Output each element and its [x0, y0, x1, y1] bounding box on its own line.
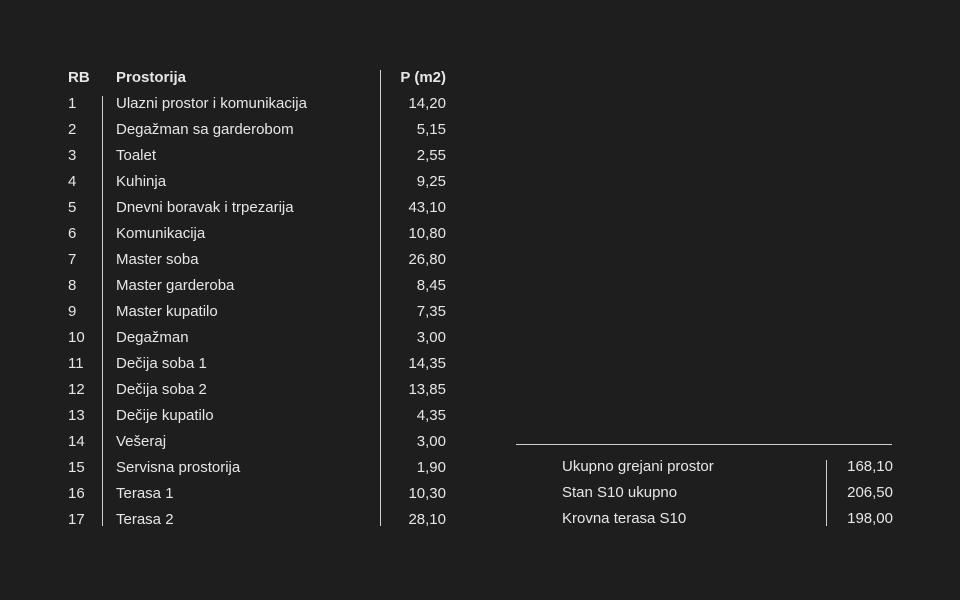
- row-rb: 14: [68, 433, 85, 450]
- row-area: 10,30: [408, 485, 446, 502]
- row-area: 3,00: [416, 329, 446, 346]
- header-area: P (m2): [400, 69, 446, 86]
- table-row: [68, 379, 448, 405]
- totals-value: 206,50: [847, 484, 893, 501]
- row-room-name: Dečija soba 2: [116, 381, 207, 398]
- row-area: 13,85: [408, 381, 446, 398]
- row-rb: 2: [68, 121, 77, 138]
- header-rb: RB: [68, 69, 90, 86]
- row-rb: 1: [68, 95, 77, 112]
- row-rb: 12: [68, 381, 85, 398]
- table-row: [68, 119, 448, 145]
- row-room-name: Terasa 2: [116, 511, 174, 528]
- row-area: 10,80: [408, 225, 446, 242]
- row-room-name: Kuhinja: [116, 173, 167, 190]
- table-row: [68, 327, 448, 353]
- table-row: [68, 457, 448, 483]
- row-area: 8,45: [416, 277, 446, 294]
- row-rb: 9: [68, 303, 77, 320]
- row-room-name: Degažman sa garderobom: [116, 121, 294, 138]
- table-row: [68, 353, 448, 379]
- totals-row: [562, 482, 893, 508]
- row-area: 14,20: [408, 95, 446, 112]
- row-area: 3,00: [416, 433, 446, 450]
- totals-value: 198,00: [847, 510, 893, 527]
- row-rb: 13: [68, 407, 85, 424]
- totals-label: Krovna terasa S10: [562, 510, 687, 527]
- totals-top-divider: [516, 444, 892, 445]
- row-room-name: Master garderoba: [116, 277, 235, 294]
- row-area: 9,25: [416, 173, 446, 190]
- row-room-name: Dečije kupatilo: [116, 407, 214, 424]
- row-room-name: Degažman: [116, 329, 189, 346]
- table-header-row: [68, 67, 448, 93]
- table-row: [68, 223, 448, 249]
- column-divider-rb: [102, 96, 103, 526]
- header-room: Prostorija: [116, 69, 187, 86]
- table-row: [68, 249, 448, 275]
- row-rb: 3: [68, 147, 77, 164]
- table-row: [68, 145, 448, 171]
- row-area: 26,80: [408, 251, 446, 268]
- row-room-name: Toalet: [116, 147, 157, 164]
- row-area: 7,35: [416, 303, 446, 320]
- row-room-name: Master soba: [116, 251, 199, 268]
- row-room-name: Master kupatilo: [116, 303, 218, 320]
- table-row: [68, 509, 448, 535]
- row-area: 4,35: [416, 407, 446, 424]
- row-rb: 16: [68, 485, 85, 502]
- row-rb: 17: [68, 511, 85, 528]
- rooms-table: [68, 67, 448, 535]
- row-rb: 7: [68, 251, 77, 268]
- row-area: 2,55: [416, 147, 446, 164]
- totals-value: 168,10: [847, 458, 893, 475]
- totals-row: [562, 456, 893, 482]
- row-room-name: Ulazni prostor i komunikacija: [116, 95, 307, 112]
- row-room-name: Dečija soba 1: [116, 355, 207, 372]
- column-divider-area: [380, 70, 381, 526]
- table-row: [68, 171, 448, 197]
- totals-label: Stan S10 ukupno: [562, 484, 678, 501]
- table-row: [68, 93, 448, 119]
- totals-table: [562, 456, 893, 534]
- row-rb: 8: [68, 277, 77, 294]
- row-rb: 11: [68, 355, 84, 372]
- row-area: 28,10: [408, 511, 446, 528]
- row-area: 1,90: [416, 459, 446, 476]
- totals-label: Ukupno grejani prostor: [562, 458, 714, 475]
- row-rb: 6: [68, 225, 77, 242]
- row-room-name: Dnevni boravak i trpezarija: [116, 199, 294, 216]
- row-room-name: Terasa 1: [116, 485, 174, 502]
- row-rb: 5: [68, 199, 77, 216]
- table-row: [68, 405, 448, 431]
- row-room-name: Servisna prostorija: [116, 459, 241, 476]
- totals-column-divider: [826, 460, 827, 526]
- table-row: [68, 483, 448, 509]
- row-room-name: Vešeraj: [116, 433, 167, 450]
- row-area: 5,15: [416, 121, 446, 138]
- table-row: [68, 275, 448, 301]
- table-row: [68, 301, 448, 327]
- row-rb: 10: [68, 329, 85, 346]
- table-row: [68, 197, 448, 223]
- row-rb: 15: [68, 459, 85, 476]
- row-area: 14,35: [408, 355, 446, 372]
- table-row: [68, 431, 448, 457]
- totals-row: [562, 508, 893, 534]
- row-room-name: Komunikacija: [116, 225, 206, 242]
- row-rb: 4: [68, 173, 77, 190]
- row-area: 43,10: [408, 199, 446, 216]
